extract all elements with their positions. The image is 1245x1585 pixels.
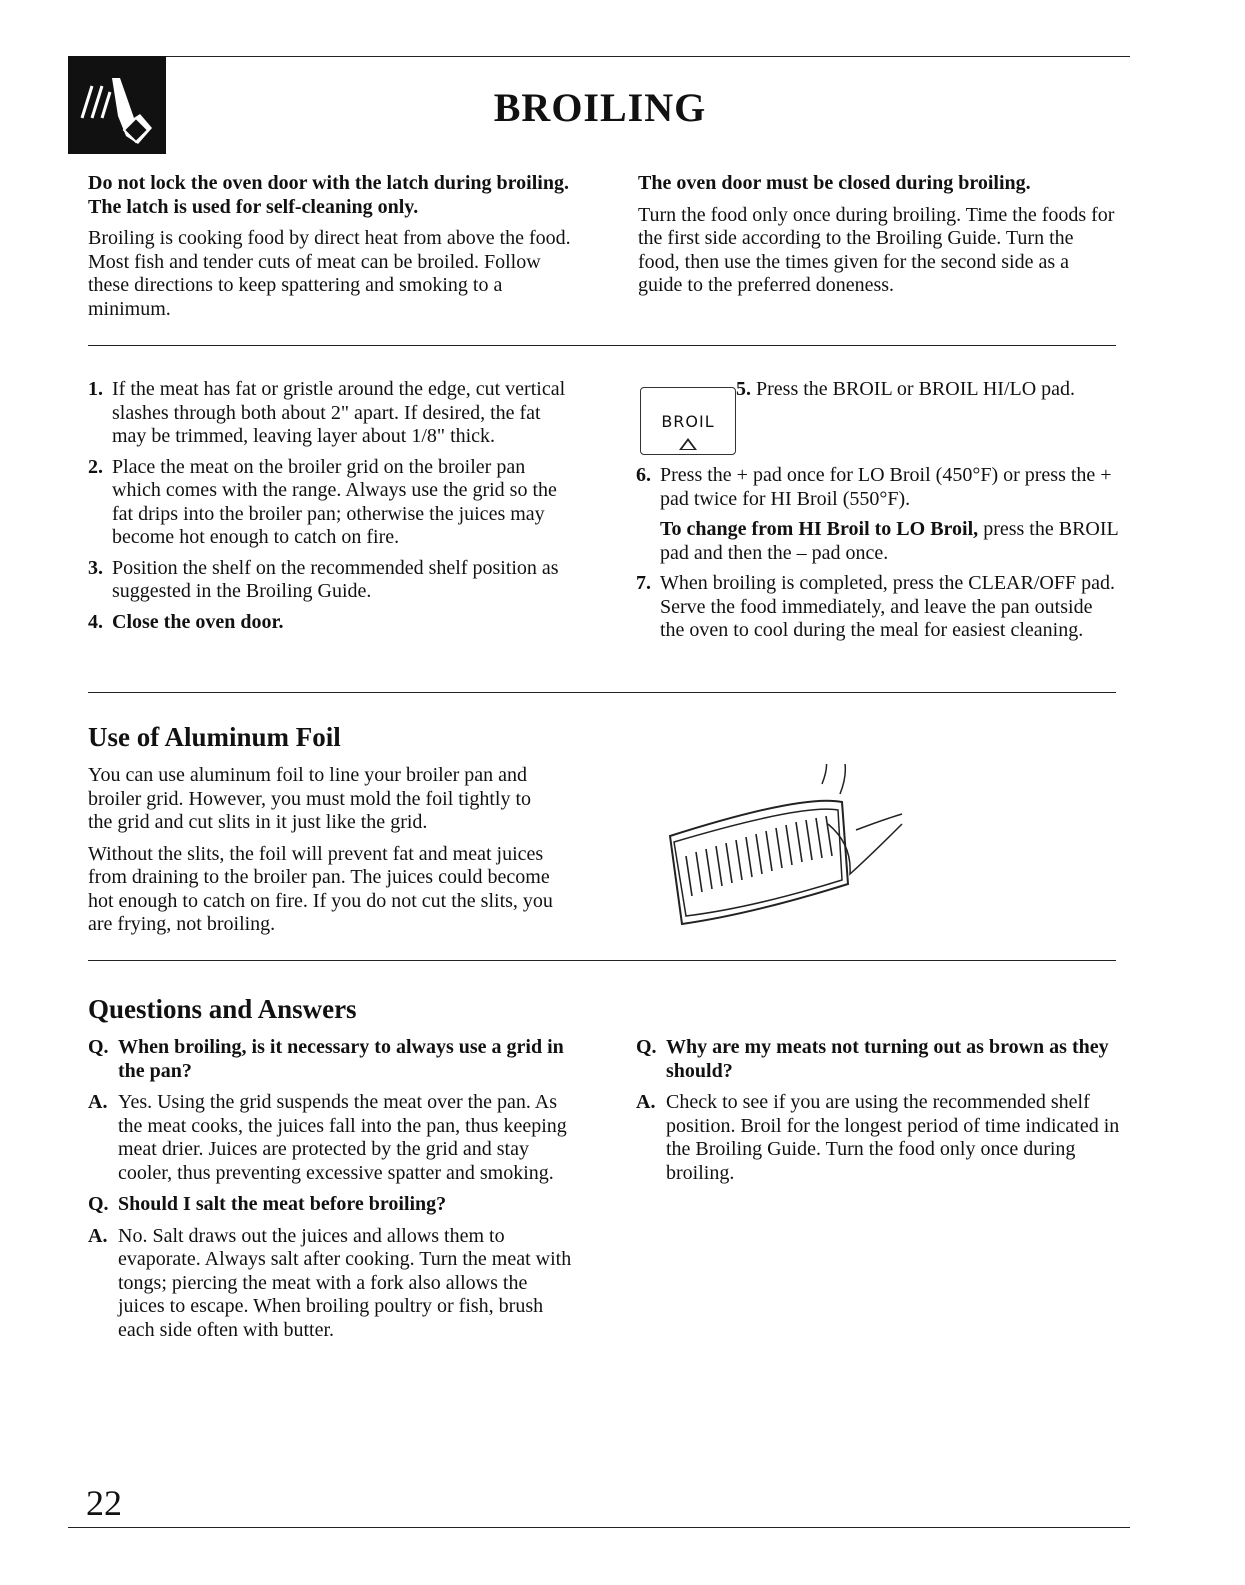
answer-2 xyxy=(88,1225,572,1343)
foil-heading: Use of Aluminum Foil xyxy=(88,722,341,752)
a-tag: A. xyxy=(636,1091,656,1113)
steps-right xyxy=(636,464,1120,643)
answer-text: Yes. Using the grid suspends the meat over the pan. As the meat cooks, the juices fall into the pan, thus keeping meat drier. Juices are protected by the grid and stay cooler, thus preventing excessive spatter and smoking. xyxy=(118,1091,567,1184)
top-rule xyxy=(68,56,1130,57)
qa-left xyxy=(88,1036,572,1342)
qa-right xyxy=(636,1036,1120,1185)
turn-food-note: Turn the food only once during broiling. Time the foods for the first side according to the Broiling Guide. Turn the food, then use the times given for the second side as a guide to the preferred doneness. xyxy=(638,203,1115,296)
step-text: Press the + pad once for LO Broil (450°F) or press the + pad twice for HI Broil (550°F). xyxy=(660,464,1112,510)
broiler-pan-illustration xyxy=(652,764,912,934)
step-7 xyxy=(636,572,1120,643)
step-4 xyxy=(88,611,578,635)
bottom-rule xyxy=(68,1527,1130,1528)
page-title: BROILING xyxy=(493,85,707,130)
q-tag: Q. xyxy=(88,1036,109,1058)
question-text: Why are my meats not turning out as brown as they should? xyxy=(666,1036,1109,1082)
step-text: If the meat has fat or gristle around the edge, cut vertical slashes through both about 2" apart. If desired, the fat may be trimmed, leaving layer about 1/8" thick. xyxy=(112,378,566,447)
foil-paragraph: Without the slits, the foil will prevent fat and meat juices from draining to the broiler pan. The juices could become hot enough to catch on fire. If you do not cut the slits, you are frying, not broiling. xyxy=(88,842,553,935)
step-5 xyxy=(736,378,1126,402)
qa-heading: Questions and Answers xyxy=(88,994,357,1024)
question-1 xyxy=(88,1036,572,1083)
step-text: Position the shelf on the recommended shelf position as suggested in the Broiling Guide. xyxy=(112,556,559,602)
divider xyxy=(88,692,1116,693)
step-6 xyxy=(636,464,1120,511)
step-text: Place the meat on the broiler grid on the broiler pan which comes with the range. Always use the grid so the fat drips into the broiler pan; otherwise the juices may become hot enough to catch on fire. xyxy=(112,455,557,548)
step-3 xyxy=(88,557,578,604)
broil-pad-illustration xyxy=(640,387,736,455)
step-number: 1. xyxy=(88,378,103,400)
step-text: Close the oven door. xyxy=(112,610,284,633)
step-2 xyxy=(88,456,578,550)
a-tag: A. xyxy=(88,1224,108,1247)
note-text: press the BROIL pad and then the – pad once. xyxy=(660,518,1118,564)
broil-pad-label: BROIL xyxy=(661,412,715,431)
a-tag: A. xyxy=(88,1091,108,1113)
step-number: 3. xyxy=(88,556,103,579)
divider xyxy=(88,345,1116,346)
question-text: When broiling, is it necessary to always use a grid in the pan? xyxy=(118,1036,564,1082)
intro-right xyxy=(638,172,1118,298)
foil-paragraph: You can use aluminum foil to line your broiler pan and broiler grid. However, you must mold the foil tightly to the grid and cut slits in it just like the grid. xyxy=(88,764,532,833)
note-bold: To change from HI Broil to LO Broil, xyxy=(660,518,979,540)
answer-text: Check to see if you are using the recommended shelf position. Broil for the longest period of time indicated in the Broiling Guide. Turn the food only once during broiling. xyxy=(666,1091,1120,1184)
intro-description: Broiling is cooking food by direct heat from above the food. Most fish and tender cuts of meat can be broiled. Follow these directions to keep spattering and smoking to a minimum. xyxy=(88,227,571,320)
answer-3 xyxy=(636,1091,1120,1185)
page-number: 22 xyxy=(86,1483,122,1523)
step-6-note xyxy=(636,518,1120,565)
door-closed-note: The oven door must be closed during broiling. xyxy=(638,172,1031,194)
foil-text xyxy=(88,764,558,937)
steps-left xyxy=(88,378,578,634)
step-number: 5. xyxy=(736,378,751,400)
press-arrow-icon xyxy=(679,438,697,450)
question-3 xyxy=(636,1036,1120,1083)
question-text: Should I salt the meat before broiling? xyxy=(118,1193,447,1215)
q-tag: Q. xyxy=(88,1193,109,1215)
q-tag: Q. xyxy=(636,1036,657,1058)
step-number: 2. xyxy=(88,455,103,478)
step-number: 6. xyxy=(636,464,651,486)
divider xyxy=(88,960,1116,961)
question-2 xyxy=(88,1193,572,1217)
step-number: 4. xyxy=(88,610,103,633)
step-text: Press the BROIL or BROIL HI/LO pad. xyxy=(756,378,1076,400)
step-text: When broiling is completed, press the CLEAR/OFF pad. Serve the food immediately, and leave the pan outside the oven to cool during the meal for easiest cleaning. xyxy=(660,572,1115,641)
step-number: 7. xyxy=(636,572,651,594)
intro-warning: Do not lock the oven door with the latch during broiling. The latch is used for self-cleaning only. xyxy=(88,172,569,218)
intro-left xyxy=(88,172,578,321)
step-1 xyxy=(88,378,578,449)
answer-text: No. Salt draws out the juices and allows them to evaporate. Always salt after cooking. Turn the meat with tongs; piercing the meat with a fork also allows the juices to escape. When broiling poultry or fish, brush each side often with butter. xyxy=(118,1224,572,1341)
answer-1 xyxy=(88,1091,572,1185)
